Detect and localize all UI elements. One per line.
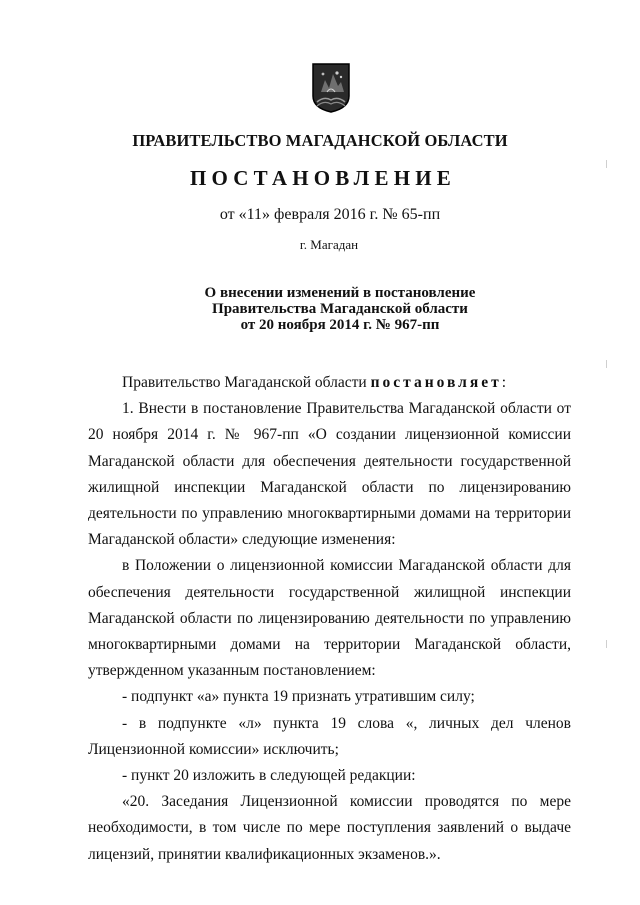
scan-mark	[606, 160, 607, 168]
organization-name: ПРАВИТЕЛЬСТВО МАГАДАНСКОЙ ОБЛАСТИ	[132, 131, 508, 150]
paragraph-6: «20. Заседания Лицензионной комиссии проводятся по мере необходимости, в том числе по мере поступления заявлений о выдаче лицензий, принятии квалификационных экзаменов.».	[88, 793, 571, 863]
document-city: г. Магадан	[299, 237, 359, 252]
intro-prefix: Правительство Магаданской области	[122, 374, 371, 391]
intro-suffix: :	[501, 374, 507, 391]
document-title	[0, 285, 640, 333]
scan-mark	[606, 360, 607, 368]
document-body	[88, 370, 571, 868]
decree-verb: постановляет	[370, 374, 502, 391]
intro-paragraph	[88, 370, 571, 396]
magadan-coat-of-arms-icon	[311, 62, 351, 114]
paragraph-3: - подпункт «а» пункта 19 признать утратившим силу;	[122, 688, 475, 706]
title-line: от 20 ноября 2014 г. № 967-пп	[240, 317, 440, 333]
scan-mark	[606, 640, 607, 648]
paragraph-2: в Положении о лицензионной комиссии Магаданской области для обеспечения деятельности государственной жилищной инспекции Магаданской области по лицензированию деятельности по управлению многоквартирными домами на территории Магаданской области, утвержденном указанным постановлением:	[88, 557, 571, 680]
paragraph-5: - пункт 20 изложить в следующей редакции:	[122, 767, 416, 785]
paragraph-1: 1. Внести в постановление Правительства Магаданской области от 20 ноября 2014 г. № 967-пп «О создании лицензионной комиссии Магаданской области для обеспечения деятельности государственной жилищной инспекции Магаданской области по лицензированию деятельности по управлению многоквартирными домами на территории Магаданской области» следующие изменения:	[88, 400, 571, 549]
title-line: Правительства Магаданской области	[212, 301, 468, 317]
title-line: О внесении изменений в постановление	[204, 285, 476, 301]
paragraph-4: - в подпункте «л» пункта 19 слова «, личных дел членов Лицензионной комиссии» исключить;	[88, 714, 571, 758]
document-type: ПОСТАНОВЛЕНИЕ	[189, 166, 457, 190]
document-date-number: от «11» февраля 2016 г. № 65-пп	[219, 206, 441, 223]
